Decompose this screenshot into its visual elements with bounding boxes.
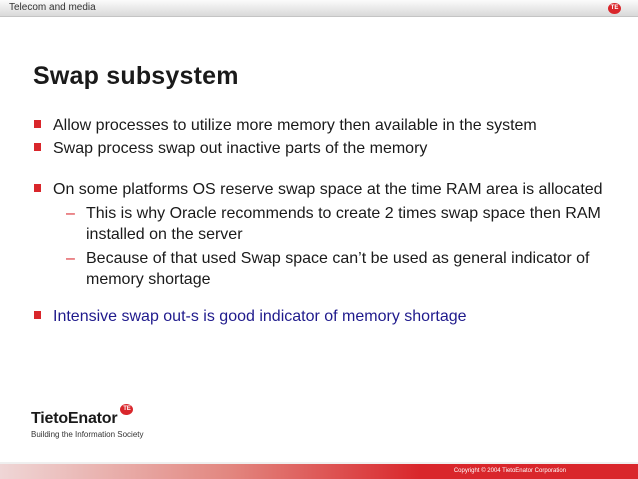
bullet-text: Swap process swap out inactive parts of the memory <box>53 140 428 157</box>
slide-title: Swap subsystem <box>33 62 239 90</box>
copyright-text: Copyright © 2004 TietoEnator Corporation <box>453 468 566 474</box>
bullet-item <box>33 115 603 136</box>
bullet-text: On some platforms OS reserve swap space at the time RAM area is allocated <box>53 181 603 198</box>
sub-bullet-text: This is why Oracle recommends to create 2 times swap space then RAM installed on the server <box>86 205 601 243</box>
header-bar <box>0 0 638 17</box>
bullet-text-highlight: Intensive swap out-s is good indicator of memory shortage <box>53 308 467 325</box>
brand-name: TietoEnator TE <box>31 410 117 428</box>
tietoenator-logo-icon: TE <box>608 3 621 14</box>
dash-bullet-icon: – <box>66 205 75 222</box>
footer-logo <box>31 406 144 439</box>
sub-bullet-item <box>33 248 603 290</box>
bullet-item <box>33 138 603 159</box>
bullet-item <box>33 306 603 327</box>
dash-bullet-icon: – <box>66 250 75 267</box>
bullet-text: Allow processes to utilize more memory then available in the system <box>53 117 537 134</box>
brand-tagline: Building the Information Society <box>31 430 144 439</box>
header-title: Telecom and media <box>9 2 96 13</box>
sub-bullet-item <box>33 203 603 245</box>
footer-bar <box>0 462 638 479</box>
bullet-item <box>33 179 603 200</box>
square-bullet-icon <box>34 311 41 319</box>
square-bullet-icon <box>34 143 41 151</box>
square-bullet-icon <box>34 184 41 192</box>
sub-bullet-text: Because of that used Swap space can’t be used as general indicator of memory shortage <box>86 250 590 288</box>
bullet-list <box>33 115 603 327</box>
square-bullet-icon <box>34 120 41 128</box>
brand-badge-icon: TE <box>120 404 133 415</box>
